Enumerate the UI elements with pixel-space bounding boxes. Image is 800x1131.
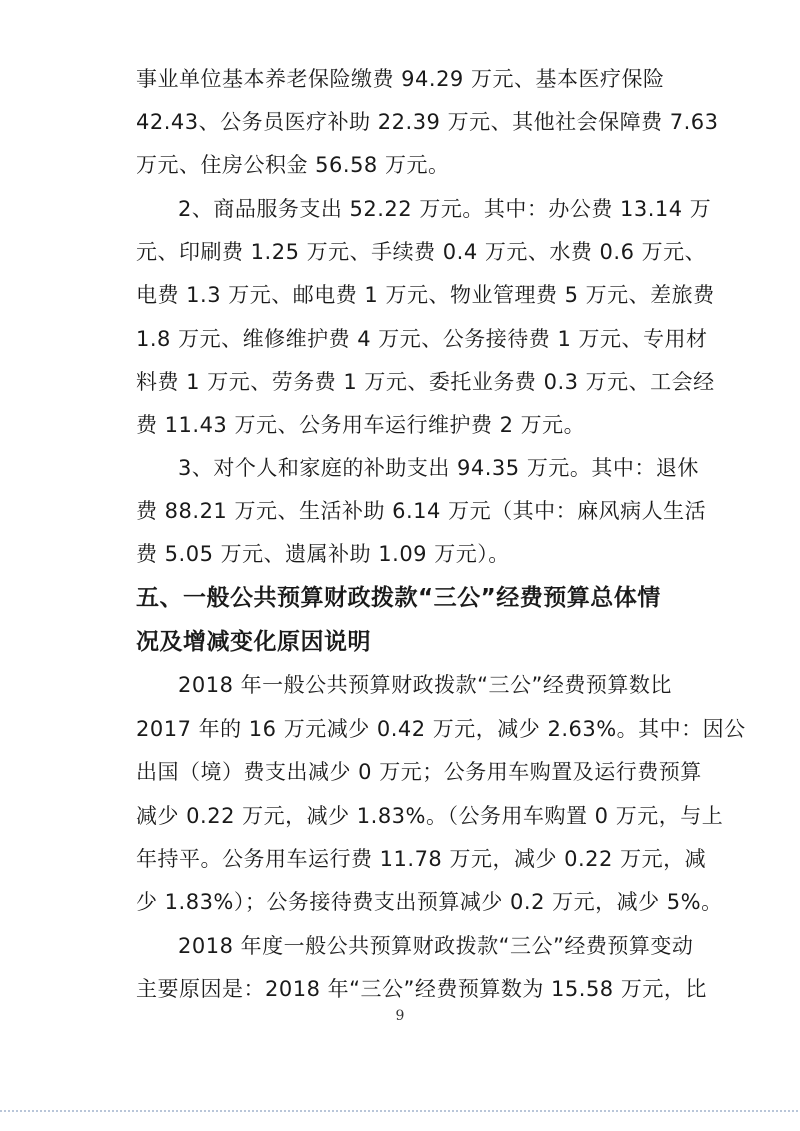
paragraph-line: 万元、住房公积金 56.58 万元。: [136, 153, 450, 177]
paragraph-line: 出国（境）费支出减少 0 万元；公务用车购置及运行费预算: [136, 760, 702, 784]
paragraph-line: 3、对个人和家庭的补助支出 94.35 万元。其中：退休: [178, 456, 699, 480]
paragraph-line: 费 5.05 万元、遗属补助 1.09 万元）。: [136, 542, 510, 566]
paragraph-line: 事业单位基本养老保险缴费 94.29 万元、基本医疗保险: [136, 67, 665, 91]
paragraph-line: 2018 年一般公共预算财政拨款“三公”经费预算数比: [178, 673, 672, 697]
paragraph-line: 减少 0.22 万元，减少 1.83%。（公务用车购置 0 万元，与上: [136, 804, 724, 828]
paragraph-line: 少 1.83%）；公务接待费支出预算减少 0.2 万元，减少 5%。: [136, 890, 723, 914]
paragraph-line: 主要原因是：2018 年“三公”经费预算数为 15.58 万元，比: [136, 977, 707, 1001]
paragraph-line: 2、商品服务支出 52.22 万元。其中：办公费 13.14 万: [178, 197, 712, 221]
paragraph-line: 2017 年的 16 万元减少 0.42 万元，减少 2.63%。其中：因公: [136, 717, 746, 741]
paragraph-line: 1.8 万元、维修维护费 4 万元、公务接待费 1 万元、专用材: [136, 327, 708, 351]
scan-edge-divider: [0, 1110, 800, 1112]
paragraph-line: 电费 1.3 万元、邮电费 1 万元、物业管理费 5 万元、差旅费: [136, 283, 715, 307]
paragraph-line: 费 88.21 万元、生活补助 6.14 万元（其中：麻风病人生活: [136, 499, 707, 523]
paragraph-line: 料费 1 万元、劳务费 1 万元、委托业务费 0.3 万元、工会经: [136, 370, 715, 394]
paragraph-line: 年持平。公务用车运行费 11.78 万元，减少 0.22 万元，减: [136, 847, 707, 871]
paragraph-line: 2018 年度一般公共预算财政拨款“三公”经费预算变动: [178, 934, 694, 958]
paragraph-line: 42.43、公务员医疗补助 22.39 万元、其他社会保障费 7.63: [136, 110, 719, 134]
page-number: 9: [395, 1008, 405, 1024]
section-heading: 五、一般公共预算财政拨款“三公”经费预算总体情: [136, 585, 661, 611]
paragraph-line: 费 11.43 万元、公务用车运行维护费 2 万元。: [136, 413, 586, 437]
paragraph-line: 元、印刷费 1.25 万元、手续费 0.4 万元、水费 0.6 万元、: [136, 240, 707, 264]
section-heading: 况及增减变化原因说明: [136, 629, 371, 655]
